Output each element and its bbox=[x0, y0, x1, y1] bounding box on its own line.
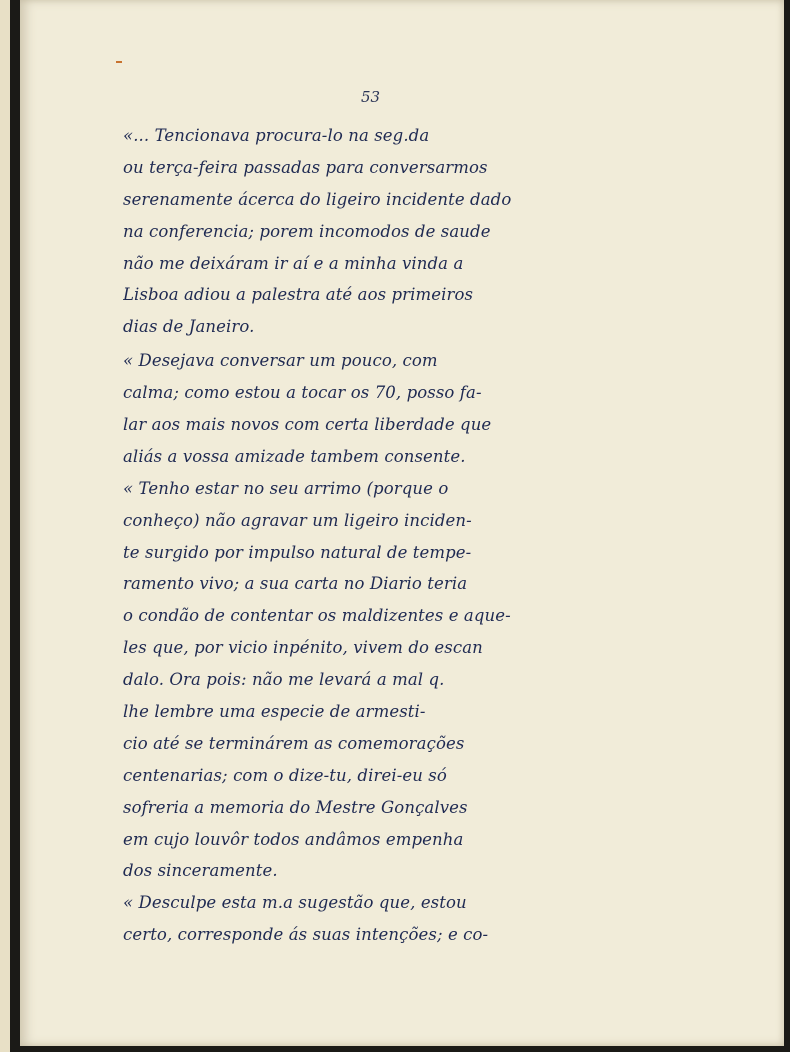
text-line: em cujo louvôr todos andâmos empenha bbox=[123, 829, 464, 849]
text-line: lhe lembre uma especie de armesti- bbox=[123, 702, 426, 722]
text-line: aliás a vossa amizade tambem consente. bbox=[123, 446, 466, 466]
text-line: dalo. Ora pois: não me levará a mal q. bbox=[123, 670, 445, 690]
text-line: o condão de contentar os maldizentes e aque- bbox=[123, 606, 511, 626]
text-line: « Desculpe esta m.a sugestão que, estou bbox=[123, 893, 467, 913]
text-line: na conferencia; porem incomodos de saude bbox=[123, 221, 491, 241]
text-line: ramento vivo; a sua carta no Diario teria bbox=[123, 574, 468, 594]
text-line: lar aos mais novos com certa liberdade que bbox=[123, 415, 492, 435]
text-line: te surgido por impulso natural de tempe- bbox=[123, 542, 472, 562]
handwritten-text bbox=[123, 120, 628, 951]
text-line: dias de Janeiro. bbox=[123, 317, 255, 337]
text-line: centenarias; com o dize-tu, direi-eu só bbox=[123, 765, 447, 785]
text-line: les que, por vicio inpénito, vivem do escan bbox=[123, 638, 483, 658]
text-line: sofreria a memoria do Mestre Gonçalves bbox=[123, 797, 468, 817]
text-line: calma; como estou a tocar os 70, posso fa- bbox=[123, 383, 482, 403]
text-line: certo, corresponde ás suas intenções; e co- bbox=[123, 925, 489, 945]
text-line: ou terça-feira passadas para conversarmos bbox=[123, 157, 488, 177]
page-gutter bbox=[0, 0, 10, 1052]
text-line: conheço) não agravar um ligeiro inciden- bbox=[123, 510, 472, 530]
text-line: Lisboa adiou a palestra até aos primeiros bbox=[123, 285, 474, 305]
text-line: « Desejava conversar um pouco, com bbox=[123, 351, 438, 371]
page-number: 53 bbox=[361, 88, 381, 106]
text-line: não me deixáram ir aí e a minha vinda a bbox=[123, 253, 464, 273]
text-line: «... Tencionava procura-lo na seg.da bbox=[123, 126, 430, 145]
margin-mark bbox=[116, 61, 122, 63]
text-line: cio até se terminárem as comemorações bbox=[123, 733, 465, 753]
text-line: « Tenho estar no seu arrimo (porque o bbox=[123, 478, 449, 498]
text-line: dos sinceramente. bbox=[123, 861, 278, 881]
text-line: serenamente ácerca do ligeiro incidente dado bbox=[123, 189, 512, 209]
